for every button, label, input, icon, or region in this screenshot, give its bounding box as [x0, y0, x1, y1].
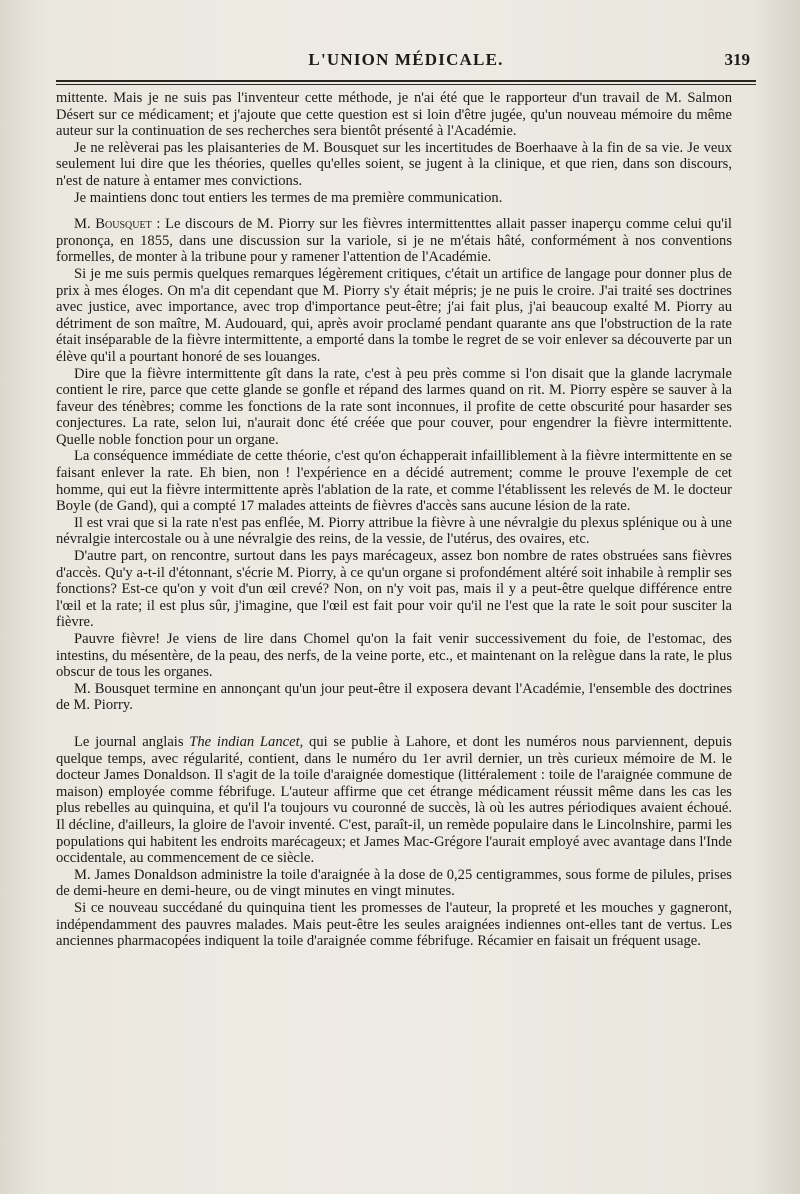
paragraph: Si je me suis permis quelques remarques légèrement critiques, c'était un artifice de langage pour donner plus de prix à mes éloges. On m'a dit cependant que M. Piorry s'y était mépris; je ne puis le croire. J'ai traité ses doctrines avec justice, avec importance, avec trop d'importance peut-être; j'ai fait plus, j'ai beaucoup exalté M. Piorry au détriment de son maître, M. Audouard, qui, après avoir proclamé pendant quarante ans que l'obstruction de la rate était inséparable de la fièvre intermittente, a emporté dans la tombe le regret de se voir enlever sa découverte par un élève qu'il a pourtant honoré de ses louanges.	[56, 265, 732, 365]
paragraph: M. James Donaldson administre la toile d'araignée à la dose de 0,25 centigrammes, sous forme de pilules, prises de demi-heure en demi-heure, ou de vingt minutes en vingt minutes.	[56, 866, 732, 900]
page-number: 319	[724, 50, 750, 69]
speaker-name: M. Bousquet	[74, 216, 152, 233]
header-rule	[56, 80, 756, 85]
paragraph: mittente. Mais je ne suis pas l'inventeur cette méthode, je n'ai été que le rapporteur d'un travail de M. Salmon Désert sur ce médicament; et j'ajoute que cette question est si loin d'être jugée, qu'un nouveau mémoire du même auteur sur la continuation de ses recherches sera bientôt présenté à l'Académie.	[56, 90, 732, 140]
paragraph: Si ce nouveau succédané du quinquina tient les promesses de l'auteur, la propreté et les mouches y gagneront, indépendamment des pauvres malades. Mais peut-être les seules araignées indiennes ont-elles tant de vertus. Les anciennes pharmacopées indiquent la toile d'araignée comme fébrifuge. Récamier en faisait un fréquent usage.	[56, 899, 732, 950]
paragraph: D'autre part, on rencontre, surtout dans les pays marécageux, assez bon nombre de rates obstruées sans fièvres d'accès. Qu'y a-t-il d'étonnant, s'écrie M. Piorry, à ce qu'un organe si profondément altéré soit inhabile à remplir ses fonctions? Est-ce qu'on y voit d'un œil crevé? Non, on n'y voit pas, mais il y a peut-être quelque différence entre l'œil et la rate; il est plus sûr, j'imagine, que l'œil est fait pour voir qu'il ne l'est que la rate le soit pour susciter la fièvre.	[56, 548, 732, 631]
paragraph: Je ne relèverai pas les plaisanteries de M. Bousquet sur les incertitudes de Boerhaave à la fin de sa vie. Je veux seulement lui dire que les théories, quelles qu'elles soient, se jugent à la clinique, et que rien, dans son discours, n'est de nature à entamer mes convictions.	[56, 139, 732, 189]
paragraph: Je maintiens donc tout entiers les termes de ma première communication.	[74, 189, 503, 206]
paragraph: M. Bousquet termine en annonçant qu'un jour peut-être il exposera devant l'Académie, l'ensemble des doctrines de M. Piorry.	[56, 680, 732, 714]
paragraph: La conséquence immédiate de cette théorie, c'est qu'on échapperait infailliblement à la fièvre intermittente en se faisant enlever la rate. Eh bien, non ! l'expérience en a décidé autrement; comme le prouve l'exemple de cet homme, qui eut la fièvre intermittente après l'ablation de la rate, et comme l'établissent les relevés de M. le docteur Boyle (de Gand), qui a compté 17 malades atteints de fièvres d'accès sans aucune lésion de la rate.	[56, 448, 732, 515]
paragraph: Dire que la fièvre intermittente gît dans la rate, c'est à peu près comme si l'on disait que la glande lacrymale contient le rire, parce que cette glande se gonfle et répand des larmes quand on rit. M. Piorry espère se sauver à la faveur des ténèbres; comme les fonctions de la rate sont inconnues, il profite de cette obscurité pour hasarder ses conjectures. La rate, selon lui, n'aurait donc été créée que pour couver, pour engendrer la fièvre intermittente. Quelle noble fonction pour un organe.	[56, 365, 732, 448]
paragraph: Il est vrai que si la rate n'est pas enflée, M. Piorry attribue la fièvre à une névralgie du plexus splénique ou à une névralgie intercostale ou à une névralgie des reins, de la vessie, de l'utérus, des ovaires, etc.	[56, 514, 732, 548]
journal-title: L'UNION MÉDICALE.	[308, 50, 504, 69]
paragraph: Pauvre fièvre! Je viens de lire dans Chomel qu'on la fait venir successivement du foie, de l'estomac, des intestins, du mésentère, de la peau, des nerfs, de la veine porte, etc., et maintenant on la relègue dans la rate, le plus obscur de tous les organes.	[56, 631, 732, 681]
running-header	[56, 44, 756, 78]
paragraph: Le journal anglais The indian Lancet, qui se publie à Lahore, et dont les numéros nous parviennent, depuis quelque temps, avec régularité, contient, dans le numéro du 1er avril dernier, un très curieux mémoire de M. le docteur James Donaldson. Il s'agit de la toile d'araignée domestique (littéralement : toile de l'araignée commune de maison) employée comme fébrifuge. L'auteur affirme que cet étrange médicament réussit même dans les cas les plus rebelles au quinquina, et qu'il l'a toujours vu couronné de succès, là où les autres périodiques avaient échoué. Il décline, d'ailleurs, la gloire de l'avoir inventé. C'est, paraît-il, un remède populaire dans le Lincolnshire, parmi les populations qui habitent les endroits marécageux; et James Mac-Grégore l'aurait employé avec avantage dans l'Inde occidentale, au commencement de ce siècle.	[56, 733, 732, 867]
paragraph: M. Bousquet : Le discours de M. Piorry sur les fièvres intermittenttes allait passer inaperçu comme celui qu'il prononça, en 1855, dans une discussion sur la variole, si je ne m'étais hâté, conformément à nos conventions formelles, de monter à la tribune pour y ramener l'attention de l'Académie.	[56, 216, 732, 266]
article-body	[56, 90, 732, 950]
journal-name: The indian Lancet	[189, 733, 300, 750]
